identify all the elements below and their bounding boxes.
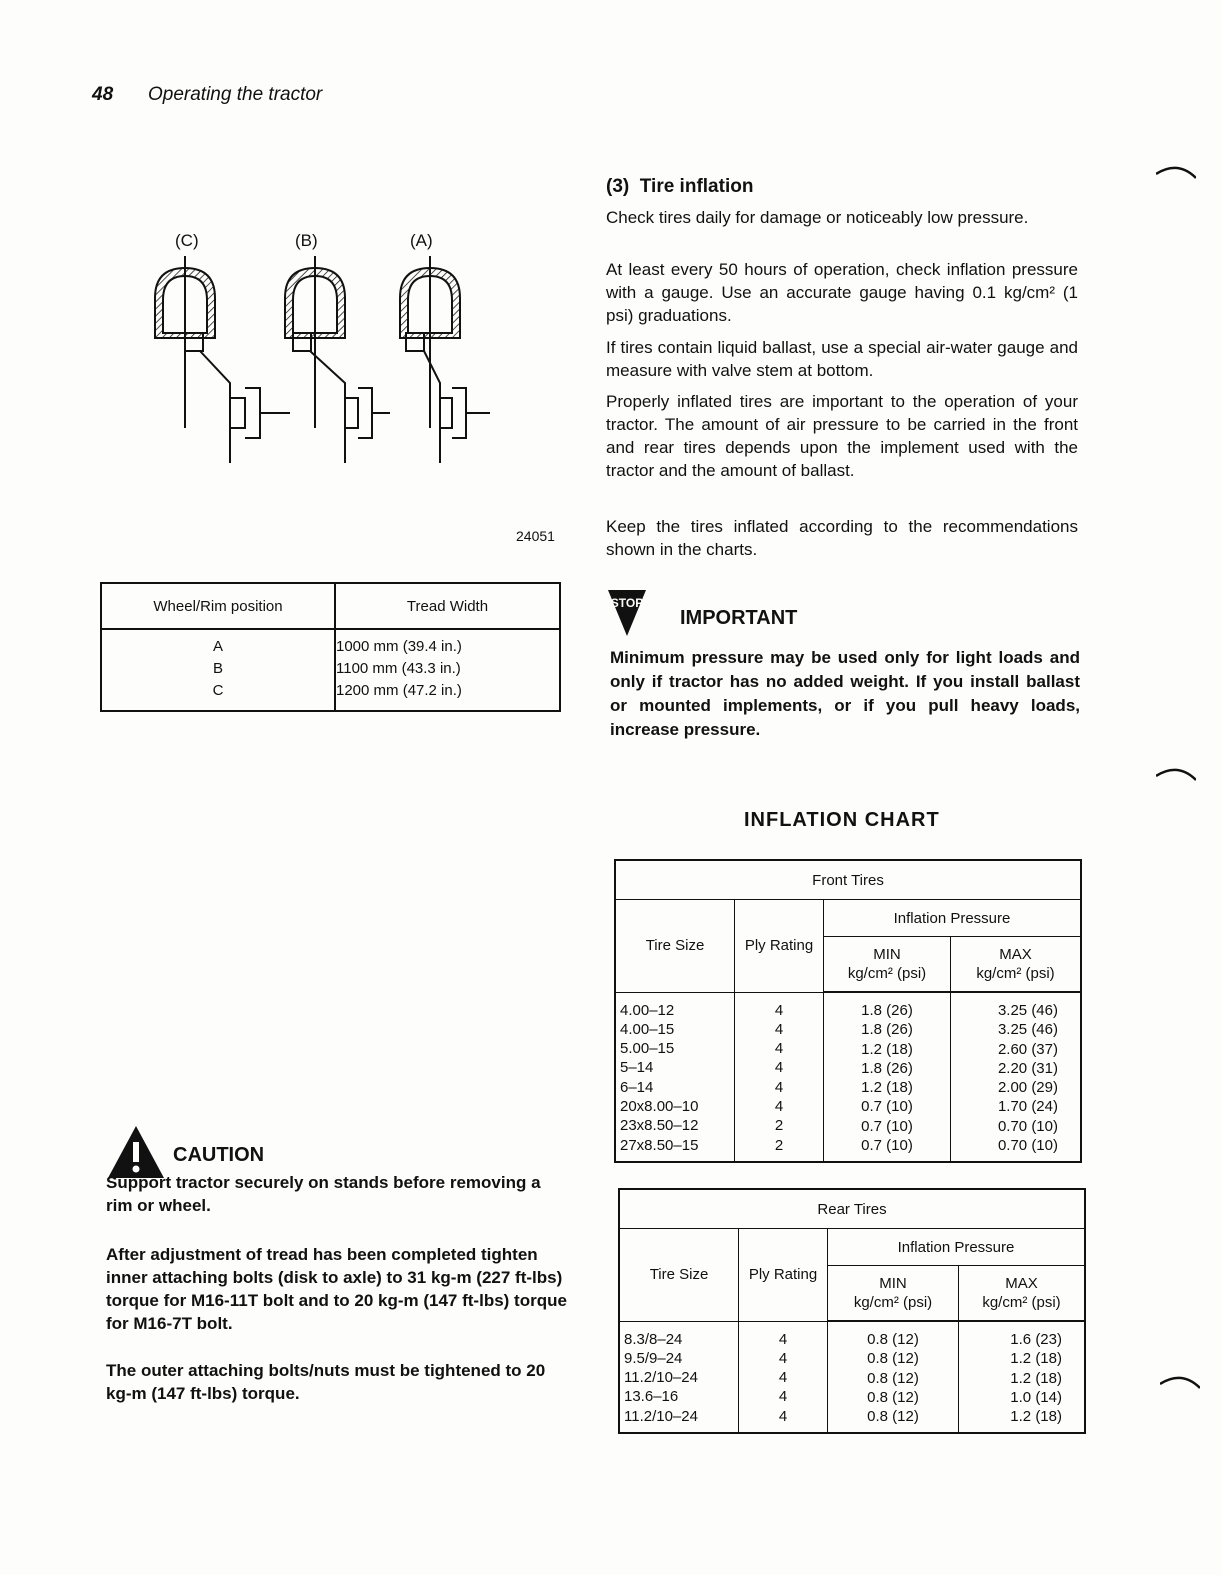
paragraph-check-daily: Check tires daily for damage or noticeably low pressure.: [606, 208, 1029, 227]
column-max-label: MAX: [1005, 1275, 1038, 1292]
tread-widths-cell: [335, 629, 560, 711]
tread-width: 1200 mm (47.2 in.): [336, 682, 462, 699]
min-pressure: 0.8 (12): [867, 1331, 919, 1348]
page-number: 48: [92, 84, 114, 105]
min-pressure-cell: [828, 1321, 959, 1433]
section-title: (3) Tire inflation: [606, 176, 754, 197]
tire-size: 13.6–16: [624, 1388, 679, 1406]
max-pressure: 1.2 (18): [1010, 1350, 1062, 1368]
tread-position: B: [212, 660, 223, 677]
ply-rating: 4: [778, 1407, 788, 1425]
ply-rating: 4: [774, 1097, 784, 1115]
tread-width-table: [100, 582, 561, 712]
min-pressure: 0.8 (12): [867, 1408, 919, 1426]
min-pressure: 0.7 (10): [861, 1098, 913, 1116]
min-pressure: 1.2 (18): [861, 1079, 913, 1097]
column-tire-size: Tire Size: [615, 900, 735, 993]
tire-size: 27x8.50–15: [620, 1136, 699, 1154]
tire-size: 6–14: [620, 1078, 654, 1096]
ply-rating: 4: [778, 1330, 788, 1348]
max-pressure-cell: [951, 992, 1082, 1162]
tread-position: C: [212, 682, 224, 699]
column-min: [824, 937, 951, 993]
column-inflation-pressure: Inflation Pressure: [828, 1229, 1086, 1266]
ply-rating: 4: [778, 1349, 788, 1367]
tire-size: 5–14: [620, 1059, 654, 1077]
ply-rating: 4: [774, 1001, 784, 1019]
ply-rating: 4: [778, 1369, 788, 1387]
wheel-a-drawing: [400, 256, 490, 463]
wheel-tread-diagram: [130, 228, 510, 478]
tire-size: 11.2/10–24: [624, 1369, 698, 1387]
paragraph-properly-inflated: Properly inflated tires are important to the operation of your tractor. The amount of air pressure to be carried in the front and rear tires depends upon the implement used with the tractor and the amount of ballast.: [606, 392, 1078, 480]
tire-size: 23x8.50–12: [620, 1117, 699, 1135]
tread-width: 1100 mm (43.3 in.): [336, 660, 461, 677]
min-pressure: 1.8 (26): [861, 1002, 913, 1019]
min-pressure: 1.8 (26): [861, 1059, 913, 1077]
binder-mark: [1160, 1370, 1200, 1392]
ply-rating: 2: [774, 1117, 784, 1135]
caution-label: CAUTION: [173, 1144, 265, 1166]
tire-size-cell: [619, 1321, 739, 1433]
column-min-label: MIN: [879, 1275, 907, 1292]
binder-mark: [1156, 762, 1196, 784]
ply-rating: 4: [774, 1059, 784, 1077]
max-pressure: 0.70 (10): [997, 1137, 1058, 1155]
column-max-label: MAX: [999, 946, 1032, 963]
inflation-chart-title: INFLATION CHART: [744, 809, 940, 831]
column-min-unit: kg/cm² (psi): [853, 1294, 933, 1311]
tread-width: 1000 mm (39.4 in.): [336, 638, 462, 655]
figure-label-a: (A): [410, 231, 433, 250]
front-tires-caption: Front Tires: [615, 860, 1081, 900]
min-pressure: 1.2 (18): [861, 1040, 913, 1058]
tire-size: 4.00–12: [620, 1001, 675, 1019]
tread-position: A: [212, 638, 223, 655]
max-pressure: 2.00 (29): [997, 1079, 1058, 1097]
min-pressure: 0.8 (12): [867, 1369, 919, 1387]
min-pressure: 0.7 (10): [861, 1137, 913, 1155]
column-min-label: MIN: [873, 946, 901, 963]
tire-size: 11.2/10–24: [624, 1407, 698, 1425]
rear-tires-table: [618, 1188, 1086, 1434]
wheel-c-drawing: [155, 256, 290, 463]
stop-sign-text: STOP: [610, 596, 644, 610]
min-pressure: 1.8 (26): [861, 1021, 913, 1039]
paragraph-liquid-ballast: If tires contain liquid ballast, use a special air-water gauge and measure with valve stem at bottom.: [606, 338, 1078, 380]
min-pressure-cell: [824, 992, 951, 1162]
page-title: Operating the tractor: [148, 84, 323, 105]
figure-label-b: (B): [295, 231, 318, 250]
ply-rating: 4: [774, 1020, 784, 1038]
column-min-unit: kg/cm² (psi): [847, 965, 927, 982]
column-ply-rating: Ply Rating: [735, 900, 824, 993]
rear-tires-caption: Rear Tires: [619, 1189, 1085, 1229]
tread-header-width: Tread Width: [335, 583, 560, 629]
ply-rating: 4: [774, 1078, 784, 1096]
max-pressure: 1.6 (23): [1010, 1331, 1062, 1348]
max-pressure: 0.70 (10): [997, 1117, 1058, 1135]
max-pressure: 1.0 (14): [1010, 1388, 1062, 1406]
important-label: IMPORTANT: [680, 607, 798, 629]
max-pressure: 2.20 (31): [997, 1059, 1058, 1077]
tread-torque-text: After adjustment of tread has been completed tighten inner attaching bolts (disk to axle) to 31 kg-m (227 ft-lbs) torque for M16-11T bolt and to 20 kg-m (147 ft-lbs) torque for M16-7T bolt.: [106, 1245, 567, 1333]
max-pressure-cell: [959, 1321, 1086, 1433]
column-tire-size: Tire Size: [619, 1229, 739, 1322]
max-pressure: 1.2 (18): [1010, 1408, 1062, 1426]
figure-label-c: (C): [175, 231, 199, 250]
stop-sign-icon: [608, 590, 646, 636]
column-max-unit: kg/cm² (psi): [982, 1294, 1061, 1311]
outer-bolts-text: The outer attaching bolts/nuts must be tightened to 20 kg-m (147 ft-lbs) torque.: [106, 1361, 546, 1403]
tire-size: 4.00–15: [620, 1020, 675, 1038]
max-pressure: 1.70 (24): [997, 1098, 1058, 1116]
tread-positions-cell: [101, 629, 335, 711]
paragraph-keep-inflated: Keep the tires inflated according to the recommendations shown in the charts.: [606, 517, 1078, 559]
column-max: [959, 1266, 1086, 1322]
column-max-unit: kg/cm² (psi): [976, 965, 1055, 982]
column-ply-rating: Ply Rating: [739, 1229, 828, 1322]
min-pressure: 0.7 (10): [861, 1117, 913, 1135]
front-tires-table: [614, 859, 1082, 1163]
min-pressure: 0.8 (12): [867, 1350, 919, 1368]
ply-rating-cell: [735, 992, 824, 1162]
ply-rating: 4: [774, 1040, 784, 1058]
tread-header-position: Wheel/Rim position: [101, 583, 335, 629]
column-max: [951, 937, 1082, 993]
tire-size: 5.00–15: [620, 1040, 675, 1058]
figure-code: 24051: [516, 528, 555, 544]
tire-size: 9.5/9–24: [624, 1349, 683, 1367]
max-pressure: 1.2 (18): [1010, 1369, 1062, 1387]
ply-rating: 4: [778, 1388, 788, 1406]
binder-mark: [1156, 160, 1196, 182]
max-pressure: 2.60 (37): [997, 1040, 1058, 1058]
column-inflation-pressure: Inflation Pressure: [824, 900, 1082, 937]
paragraph-gauge: At least every 50 hours of operation, check inflation pressure with a gauge. Use an accurate gauge having 0.1 kg/cm² (1 psi) graduations.: [606, 260, 1078, 325]
important-text: Minimum pressure may be used only for light loads and only if tractor has no added weight. If you install ballast or mounted implements, or if you pull heavy loads, increase pressure.: [610, 648, 1080, 739]
tire-size: 20x8.00–10: [620, 1097, 699, 1115]
caution-text: Support tractor securely on stands before removing a rim or wheel.: [106, 1173, 541, 1215]
max-pressure: 3.25 (46): [997, 1021, 1058, 1039]
column-min: [828, 1266, 959, 1322]
ply-rating: 2: [774, 1136, 784, 1154]
tire-size-cell: [615, 992, 735, 1162]
max-pressure: 3.25 (46): [997, 1002, 1058, 1019]
tire-size: 8.3/8–24: [624, 1330, 683, 1348]
ply-rating-cell: [739, 1321, 828, 1433]
min-pressure: 0.8 (12): [867, 1388, 919, 1406]
wheel-b-drawing: [285, 256, 390, 463]
